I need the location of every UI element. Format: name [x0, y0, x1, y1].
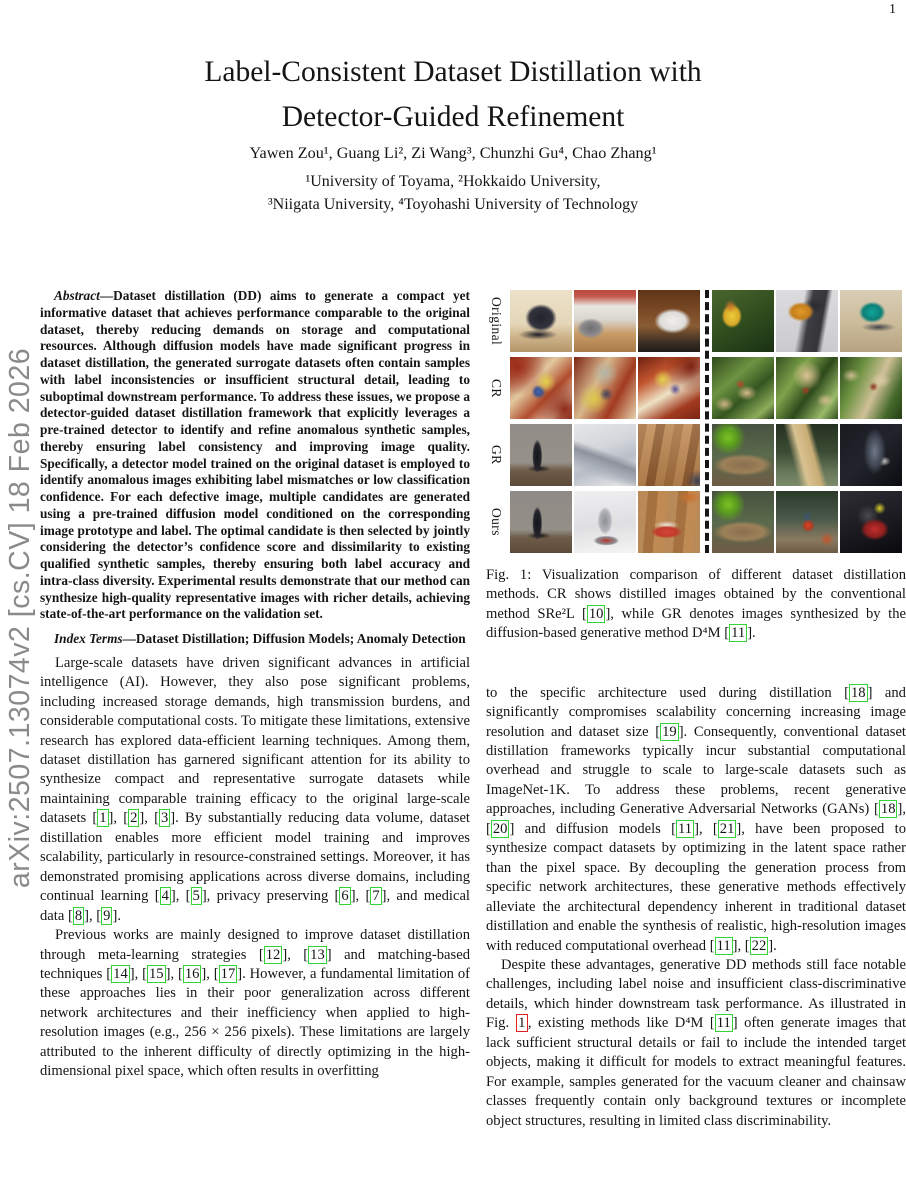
figure-image-ours-chainsaw-2	[776, 491, 838, 553]
figure-image-ours-vacuum-1	[510, 491, 572, 553]
paper-title-line2: Detector-Guided Refinement	[281, 101, 625, 133]
figure-image-cr-chainsaw-1	[712, 357, 774, 419]
paper-title	[0, 50, 906, 140]
citation-link[interactable]: 16	[184, 966, 200, 982]
index-terms-label: Index Terms	[54, 631, 123, 646]
figure-image-original-vacuum-1	[510, 290, 572, 352]
intro-paragraph-2: Previous works are mainly designed to improve dataset distillation through meta-learning strategies [ 12 ], [ 13 ] and matching-based techniques [ 14 ], [ 15 ], [ 16 ], [ 17 ]. However, a fundamental limitation of these approaches lies in their poor generalization across different network architectures and their inefficiency when applied to high-resolution images (e.g., 256 × 256 pixels). These limitations are largely attributed to the inherent difficulty of directly optimizing in the high-dimensional pixel space, which often results in overfitting	[40, 927, 470, 1080]
right-paragraph-2: Despite these advantages, generative DD methods still face notable challenges, including label noise and insufficient class-discriminative details, which hinder downstream task performance. As illustrated in Fig. 1 , existing methods like D⁴M [ 11 ] often generate images that lack sufficient structural details or fail to include the intended target objects, making it difficult for models to extract meaningful features. For example, samples generated for the vacuum cleaner and chainsaw classes frequently contain only background textures or incomplete object structures, resulting in limited class discriminability.	[486, 956, 906, 1129]
citation-link[interactable]: 18	[880, 801, 896, 818]
figure-row-original	[486, 290, 906, 352]
figure-image-gr-vacuum-1	[510, 424, 572, 486]
citation-link[interactable]: 11	[716, 1015, 731, 1032]
page-number: 1	[889, 2, 896, 17]
citation-link[interactable]: 18	[850, 684, 866, 701]
citation-link[interactable]: 1	[99, 810, 107, 827]
figure-image-cr-vacuum-3	[638, 357, 700, 419]
figure-image-original-vacuum-2	[574, 290, 636, 352]
figure-image-cr-chainsaw-2	[776, 357, 838, 419]
figure-row-gr	[486, 424, 906, 486]
figure-image-ours-chainsaw-3	[840, 491, 902, 553]
figure-image-original-chainsaw-3	[840, 290, 902, 352]
figure-row-ours	[486, 491, 906, 553]
figure-image-gr-chainsaw-1	[712, 424, 774, 486]
figure-row-label	[486, 290, 506, 352]
citation-link[interactable]: 8	[74, 907, 83, 924]
figure-image-gr-chainsaw-2	[776, 424, 838, 486]
citation-link[interactable]: 21	[719, 820, 735, 837]
left-column	[40, 288, 470, 1082]
abstract-paragraph	[40, 288, 470, 623]
citation-link[interactable]: 15	[148, 966, 164, 982]
figure-1-caption: Fig. 1: Visualization comparison of different dataset distillation methods. CR shows distilled images obtained by the conventional method SRe²L [ 10 ], while GR denotes images synthesized by the diffusion-based generative method D⁴M [ 11 ].	[486, 567, 906, 642]
right-paragraph-1: to the specific architecture used during distillation [ 18 ] and significantly compromises scalability concerning increasing image resolution and dataset size [ 19 ]. Consequently, conventional dataset distillation frameworks typically incur substantial computational overhead and struggle to scale to large-scale datasets such as ImageNet-1K. To address these problems, recent generative approaches, including Generative Adversarial Networks (GANs) [ 18 ], [ 20 ] and diffusion models [ 11 ], [ 21 ], have been proposed to synthesize compact datasets by optimizing in the latent space rather than the pixel space. By decoupling the generation process from specific network architectures, these generative methods effectively alleviate the architectural dependency inherent in traditional dataset distillation and enable the synthesis of realistic, high-resolution images with reduced computational overhead [ 11 ], [ 22 ].	[486, 684, 906, 954]
citation-link[interactable]: 10	[588, 605, 604, 622]
figure-image-ours-vacuum-3	[638, 491, 700, 553]
figure-row-label	[486, 424, 506, 486]
figure-image-original-vacuum-3	[638, 290, 700, 352]
citation-link[interactable]: 20	[492, 820, 508, 837]
citation-link[interactable]: 22	[751, 937, 767, 954]
citation-link[interactable]: 17	[220, 966, 236, 982]
citation-link[interactable]: 3	[160, 810, 169, 827]
citation-link[interactable]: 12	[265, 946, 281, 963]
intro-paragraph-1: Large-scale datasets have driven significant advances in artificial intelligence (AI). However, they also pose significant problems, including increased storage demands, high transmission burdens, and considerable computational costs. To mitigate these limitations, extensive research has explored data-efficient learning techniques. Among them, dataset distillation has garnered significant attention for its ability to synthesize compact and representative surrogate datasets while maintaining comparable training efficacy to the original large-scale datasets [ 1 ], [ 2 ], [ 3 ]. By substantially reducing data volume, dataset distillation enables more efficient model training and improves scalability, particularly in resource-constrained settings. Moreover, it has demonstrated promising applications across diverse domains, including continual learning [ 4 ], [ 5 ], privacy preserving [ 6 ], [ 7 ], and medical data [ 8 ], [ 9 ].	[40, 654, 470, 924]
figure-image-cr-vacuum-2	[574, 357, 636, 419]
paper-title-line1: Label-Consistent Dataset Distillation with	[204, 56, 702, 88]
index-terms-text: —Dataset Distillation; Diffusion Models; Anomaly Detection	[122, 631, 466, 646]
figure-image-original-chainsaw-2	[776, 290, 838, 352]
row-label-text: CR	[489, 378, 504, 398]
figure-image-gr-vacuum-2	[574, 424, 636, 486]
citation-link[interactable]: 13	[310, 946, 325, 963]
dashed-divider	[705, 290, 709, 553]
affiliation-line2: ³Niigata University, ⁴Toyohashi University of Technology	[267, 196, 639, 213]
citation-link[interactable]: 6	[341, 888, 349, 905]
citation-link[interactable]: 2	[130, 810, 138, 827]
figure-reference-link[interactable]: 1	[516, 1014, 528, 1032]
row-label-text: GR	[489, 445, 504, 465]
citation-link[interactable]: 11	[716, 937, 731, 954]
citation-link[interactable]: 19	[662, 723, 677, 740]
figure-1-grid	[486, 290, 906, 553]
figure-row-label	[486, 491, 506, 553]
figure-image-ours-vacuum-2	[574, 491, 636, 553]
citation-link[interactable]: 11	[678, 820, 693, 837]
citation-link[interactable]: 5	[192, 888, 200, 905]
citation-link[interactable]: 14	[113, 966, 128, 982]
author-list: Yawen Zou¹, Guang Li², Zi Wang³, Chunzhi Gu⁴, Chao Zhang¹	[249, 144, 657, 162]
citation-link[interactable]: 11	[731, 625, 746, 642]
affiliation-line1: ¹University of Toyama, ²Hokkaido University,	[305, 173, 601, 190]
right-column	[486, 290, 906, 1131]
figure-row-cr	[486, 357, 906, 419]
figure-image-cr-chainsaw-3	[840, 357, 902, 419]
affiliations	[0, 170, 906, 216]
figure-image-ours-chainsaw-1	[712, 491, 774, 553]
figure-image-original-chainsaw-1	[712, 290, 774, 352]
figure-image-gr-chainsaw-3	[840, 424, 902, 486]
arxiv-watermark: arXiv:2507.13074v2 [cs.CV] 18 Feb 2026	[4, 347, 36, 889]
row-label-text: Original	[489, 296, 504, 346]
citation-link[interactable]: 9	[103, 907, 111, 924]
figure-image-cr-vacuum-1	[510, 357, 572, 419]
index-terms-paragraph	[40, 631, 470, 648]
row-label-text: Ours	[489, 508, 504, 536]
figure-row-label	[486, 357, 506, 419]
figure-image-gr-vacuum-3	[638, 424, 700, 486]
citation-link[interactable]: 4	[161, 888, 169, 905]
abstract-text: —Dataset distillation (DD) aims to generate a compact yet informative dataset that achieves performance comparable to the original dataset, thereby reducing demands on storage and computational resources. Although diffusion models have made significant progress in dataset distillation, the generated surrogate datasets often contain samples with label inconsistencies or insufficient structural detail, leading to suboptimal downstream performance. To address these issues, we propose a detector-guided dataset distillation framework that explicitly leverages a pre-trained detector to identify and refine anomalous synthetic samples, thereby ensuring label consistency and improving image quality. Specifically, a detector model trained on the original dataset is employed to identify anomalous images exhibiting label mismatches or low classification confidence. For each defective image, multiple candidates are generated using a pre-trained diffusion model conditioned on the corresponding image prototype and label. The optimal candidate is then selected by jointly considering the detector’s confidence score and dissimilarity to existing qualified synthetic samples, thereby ensuring both label accuracy and intra-class diversity. Experimental results demonstrate that our method can synthesize high-quality representative images with richer details, achieving state-of-the-art performance on the validation set.	[40, 288, 470, 622]
citation-link[interactable]: 7	[372, 888, 380, 905]
abstract-label: Abstract	[54, 288, 100, 303]
